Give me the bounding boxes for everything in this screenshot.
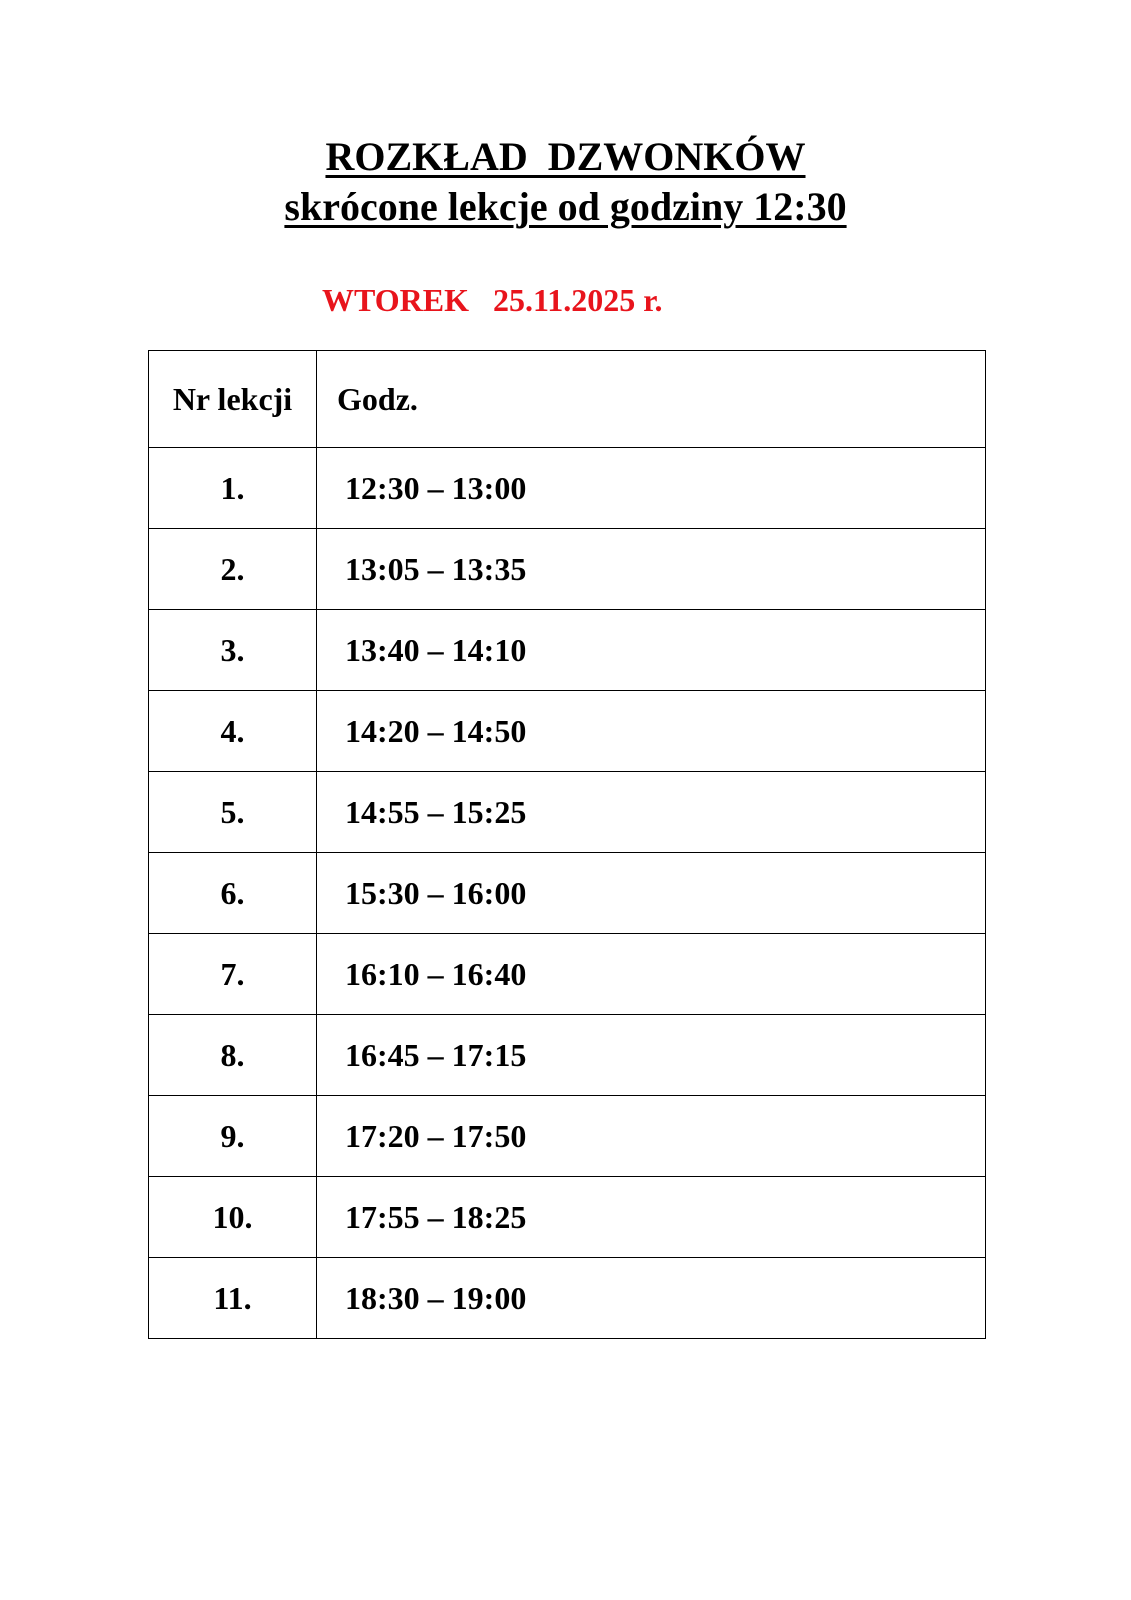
lesson-time-cell: 13:40 – 14:10 [317,610,986,691]
lesson-time-cell: 17:55 – 18:25 [317,1177,986,1258]
lesson-number-cell: 5. [149,772,317,853]
lesson-number-cell: 9. [149,1096,317,1177]
lesson-time-cell: 16:45 – 17:15 [317,1015,986,1096]
table-row [149,934,986,1015]
table-row [149,1258,986,1339]
document-heading [0,132,1131,232]
lesson-time-cell: 16:10 – 16:40 [317,934,986,1015]
bell-schedule-table [148,350,986,1339]
table-row [149,610,986,691]
lesson-number-cell: 1. [149,448,317,529]
date-label: WTOREK 25.11.2025 r. [322,282,663,318]
column-header-time: Godz. [317,351,986,448]
lesson-number-cell: 10. [149,1177,317,1258]
table-row [149,691,986,772]
lesson-number-cell: 6. [149,853,317,934]
table-header-row [149,351,986,448]
table-row [149,1015,986,1096]
lesson-time-cell: 15:30 – 16:00 [317,853,986,934]
table-row [149,1177,986,1258]
lesson-time-cell: 13:05 – 13:35 [317,529,986,610]
lesson-time-cell: 14:20 – 14:50 [317,691,986,772]
lesson-time-cell: 17:20 – 17:50 [317,1096,986,1177]
lesson-time-cell: 18:30 – 19:00 [317,1258,986,1339]
table-row [149,1096,986,1177]
lesson-number-cell: 2. [149,529,317,610]
lesson-number-cell: 4. [149,691,317,772]
table-row [149,853,986,934]
lesson-number-cell: 7. [149,934,317,1015]
table-row [149,448,986,529]
lesson-time-cell: 14:55 – 15:25 [317,772,986,853]
lesson-number-cell: 3. [149,610,317,691]
lesson-number-cell: 8. [149,1015,317,1096]
page-title: ROZKŁAD DZWONKÓW [325,134,806,179]
column-header-lesson-number: Nr lekcji [149,351,317,448]
lesson-number-cell: 11. [149,1258,317,1339]
page-subtitle: skrócone lekcje od godziny 12:30 [284,184,847,229]
lesson-time-cell: 12:30 – 13:00 [317,448,986,529]
table-row [149,529,986,610]
table-row [149,772,986,853]
